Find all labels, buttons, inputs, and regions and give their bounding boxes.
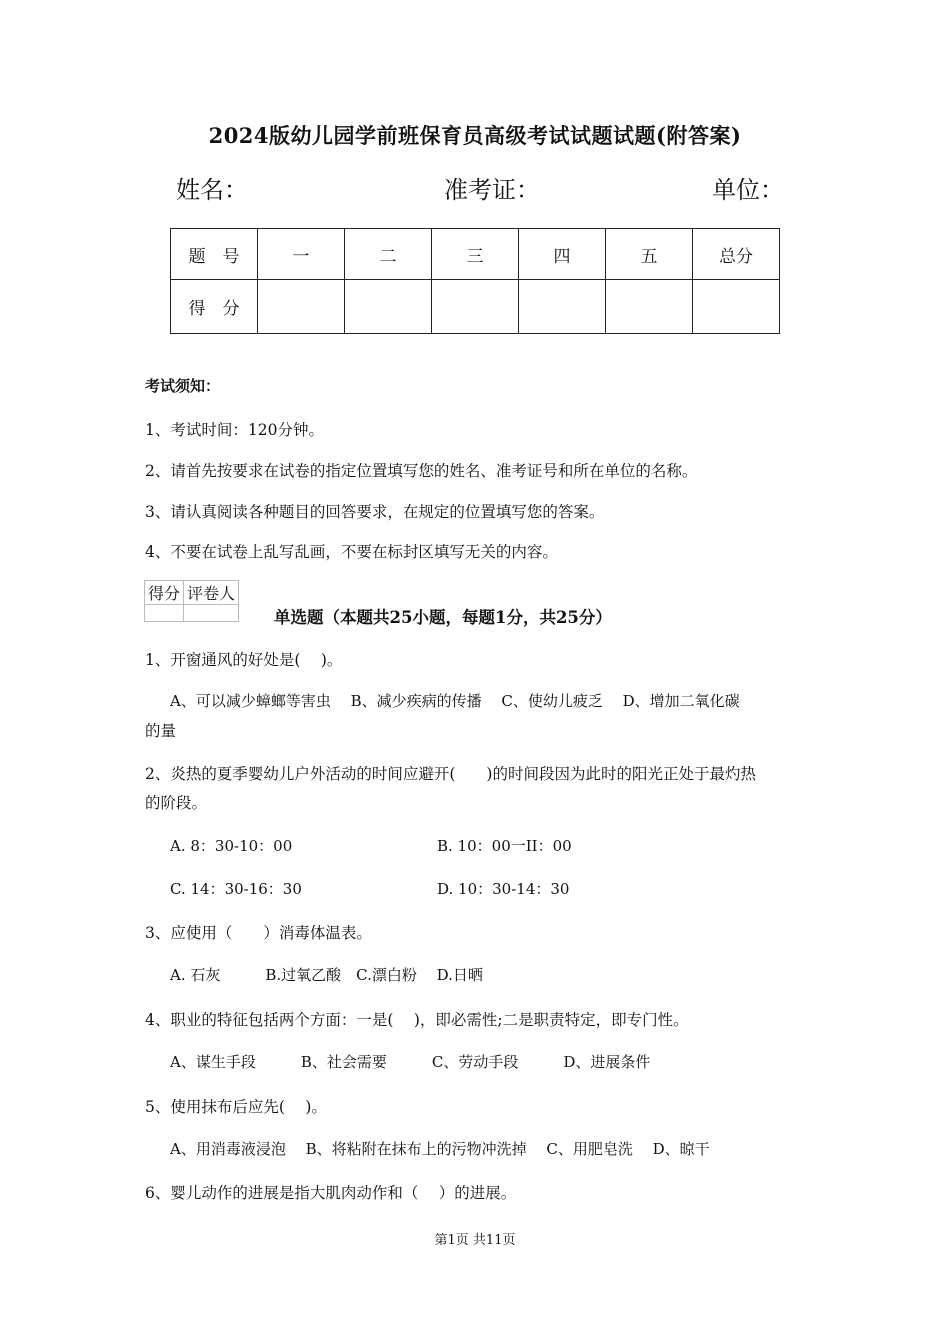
section-heading: 单选题（本题共25小题，每题1分，共25分） — [274, 608, 612, 627]
question-2-option-c: C. 14：30-16：30 — [170, 880, 302, 898]
question-2-option-d: D. 10：30-14：30 — [437, 880, 570, 898]
question-2-option-b: B. 10：00一II：00 — [437, 837, 572, 855]
question-1-stem: 1、开窗通风的好处是( )。 — [145, 651, 343, 669]
score-table-header-cell: 一 — [258, 229, 345, 280]
unit-field-label: 单位： — [712, 176, 784, 204]
score-entry-cell[interactable] — [693, 280, 780, 334]
question-6-stem: 6、婴儿动作的进展是指大肌肉动作和（ ）的进展。 — [145, 1184, 517, 1202]
score-table-header-cell: 四 — [519, 229, 606, 280]
score-table-header-cell: 五 — [606, 229, 693, 280]
notice-item: 3、请认真阅读各种题目的回答要求，在规定的位置填写您的答案。 — [145, 503, 605, 521]
notice-item: 1、考试时间：120分钟。 — [145, 421, 324, 439]
score-table-header-cell: 题 号 — [171, 229, 258, 280]
score-table — [170, 228, 780, 334]
question-1-options-cont: 的量 — [145, 722, 177, 740]
question-5-options: A、用消毒液浸泡 B、将粘附在抹布上的污物冲洗掉 C、用肥皂洗 D、晾干 — [170, 1140, 710, 1158]
question-2-stem-cont: 的阶段。 — [145, 794, 208, 812]
score-entry-cell[interactable] — [519, 280, 606, 334]
exam-number-field-label: 准考证： — [444, 176, 540, 204]
score-entry-cell[interactable] — [432, 280, 519, 334]
score-table-score-row — [171, 280, 780, 334]
grader-score-label: 得分 — [145, 581, 184, 605]
score-entry-cell[interactable] — [345, 280, 432, 334]
question-4-options: A、谋生手段 B、社会需要 C、劳动手段 D、进展条件 — [170, 1053, 651, 1071]
question-3-stem: 3、应使用（ ）消毒体温表。 — [145, 924, 372, 942]
score-entry-cell[interactable] — [606, 280, 693, 334]
score-entry-cell[interactable] — [258, 280, 345, 334]
score-row-label: 得 分 — [171, 280, 258, 334]
grader-reviewer-entry[interactable] — [184, 605, 239, 622]
score-table-header-cell: 二 — [345, 229, 432, 280]
question-1-options: A、可以减少蟑螂等害虫 B、减少疾病的传播 C、使幼儿疲乏 D、增加二氧化碳 — [170, 692, 740, 710]
page-footer: 第1页 共11页 — [434, 1233, 516, 1248]
grader-score-entry[interactable] — [145, 605, 184, 622]
question-4-stem: 4、职业的特征包括两个方面：一是( )，即必需性;二是职责特定，即专门性。 — [145, 1011, 689, 1029]
question-2-option-a: A. 8：30-10：00 — [170, 837, 293, 855]
notice-heading: 考试须知： — [145, 377, 221, 395]
notice-item: 4、不要在试卷上乱写乱画，不要在标封区填写无关的内容。 — [145, 543, 558, 561]
document-title: 2024版幼儿园学前班保育员高级考试试题试题(附答案) — [208, 123, 742, 148]
grader-reviewer-label: 评卷人 — [184, 581, 239, 605]
question-5-stem: 5、使用抹布后应先( )。 — [145, 1098, 327, 1116]
name-field-label: 姓名： — [176, 176, 248, 204]
score-table-header-row — [171, 229, 780, 280]
grader-box — [144, 580, 239, 622]
notice-item: 2、请首先按要求在试卷的指定位置填写您的姓名、准考证号和所在单位的名称。 — [145, 462, 698, 480]
question-3-options: A. 石灰 B.过氧乙酸 C.漂白粉 D.日晒 — [170, 966, 483, 984]
score-table-header-cell: 三 — [432, 229, 519, 280]
score-table-header-cell: 总分 — [693, 229, 780, 280]
question-2-stem: 2、炎热的夏季婴幼儿户外活动的时间应避开( )的时间段因为此时的阳光正处于最灼热 — [145, 765, 756, 783]
